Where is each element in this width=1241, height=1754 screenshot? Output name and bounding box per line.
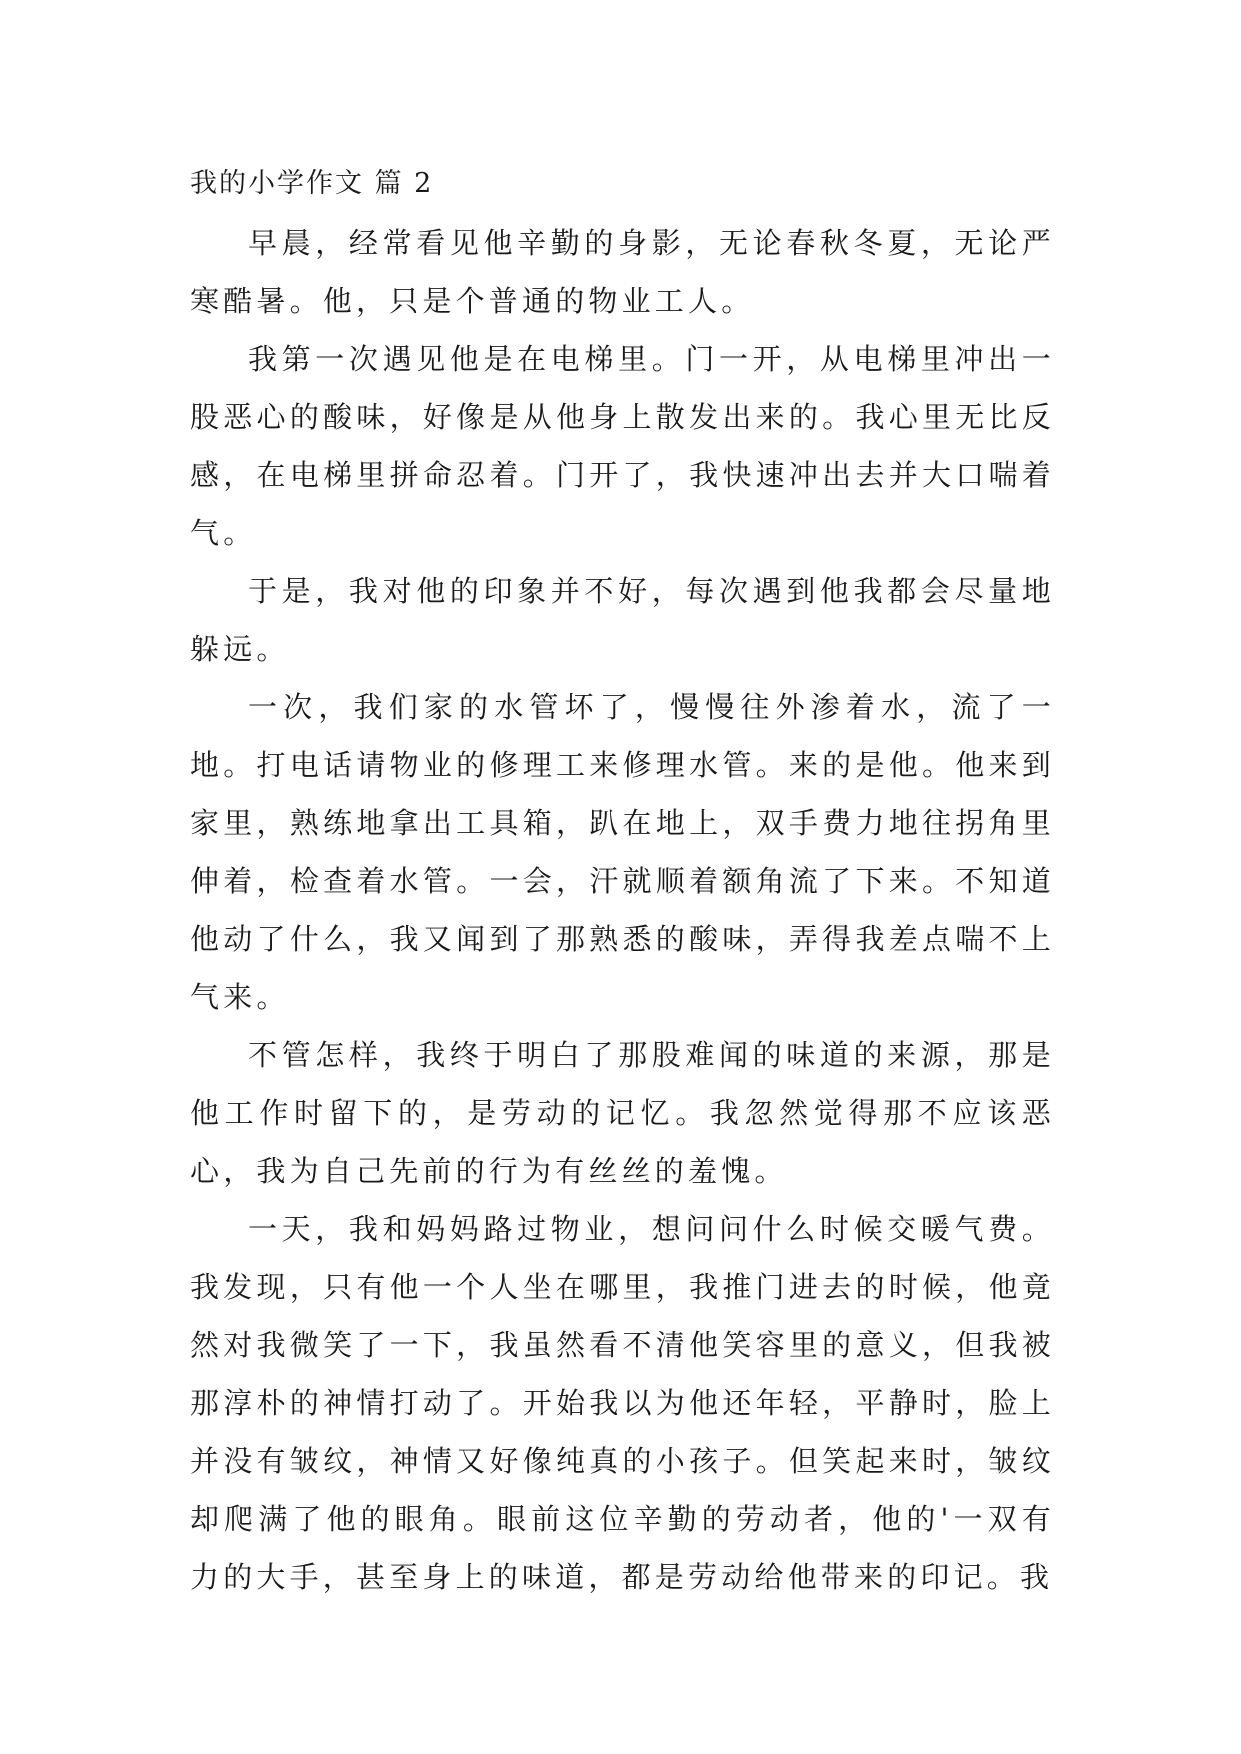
document-title: 我的小学作文 篇 2 [190, 168, 434, 199]
paragraph: 不管怎样，我终于明白了那股难闻的味道的来源，那是他工作时留下的，是劳动的记忆。我忽然觉得那不应该恶心，我为自己先前的行为有丝丝的羞愧。 [190, 1038, 1055, 1188]
paragraph: 一天，我和妈妈路过物业，想问问什么时候交暖气费。我发现，只有他一个人坐在哪里，我推门进去的时候，他竟然对我微笑了一下，我虽然看不清他笑容里的意义，但我被那淳朴的神情打动了。开始我以为他还年轻，平静时，脸上并没有皱纹，神情又好像纯真的小孩子。但笑起来时，皱纹却爬满了他的眼角。眼前这位辛勤的劳动者，他的'一双有力的大手，甚至身上的味道，都是劳动给他带来的印记。我 [190, 1212, 1055, 1594]
document-body [190, 162, 1055, 1606]
paragraph: 一次，我们家的水管坏了，慢慢往外渗着水，流了一地。打电话请物业的修理工来修理水管。来的是他。他来到家里，熟练地拿出工具箱，趴在地上，双手费力地往拐角里伸着，检查着水管。一会，汗就顺着额角流了下来。不知道他动了什么，我又闻到了那熟悉的酸味，弄得我差点喘不上气来。 [190, 690, 1055, 1014]
paragraph: 早晨，经常看见他辛勤的身影，无论春秋冬夏，无论严寒酷暑。他，只是个普通的物业工人。 [190, 226, 1055, 318]
paragraph: 于是，我对他的印象并不好，每次遇到他我都会尽量地躲远。 [190, 574, 1055, 666]
paragraph: 我第一次遇见他是在电梯里。门一开，从电梯里冲出一股恶心的酸味，好像是从他身上散发出来的。我心里无比反感，在电梯里拼命忍着。门开了，我快速冲出去并大口喘着气。 [190, 342, 1055, 550]
